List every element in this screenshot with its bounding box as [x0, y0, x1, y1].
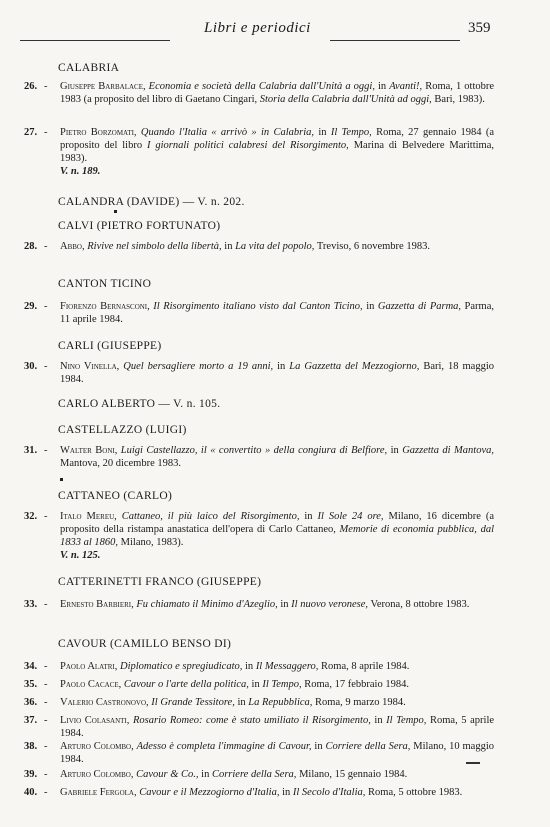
entry-journal: La Repubblica, [248, 697, 313, 708]
entry-in: in [362, 301, 378, 312]
entry-author: Walter Boni, [60, 445, 118, 456]
entry-cross-reference: V. n. 125. [60, 550, 101, 561]
entry-title: Quando l'Italia « arrivò » in Calabria, [140, 127, 315, 138]
running-header [0, 20, 550, 44]
entry-author: Pietro Borzomati, [60, 127, 137, 138]
entry-number: 33. [24, 599, 38, 610]
entry-details: Roma, 5 ottobre 1983. [365, 787, 463, 798]
entry-title: Cavour & Co., [136, 769, 199, 780]
entry-title-2: Memorie di economia pubblica, dal 1833 al 1860, [60, 524, 494, 548]
entry-author: Gabriele Fergola, [60, 787, 137, 798]
entry-dash: - [44, 787, 48, 798]
entry-34 [24, 660, 494, 673]
entry-details: Milano, 16 dicembre (a proposito della ristampa anastatica dell'opera di Carlo Cattaneo, [60, 511, 494, 535]
entry-number: 32. [24, 511, 38, 522]
entry-dash: - [44, 741, 48, 752]
entry-title-2: Storia della Calabria dall'Unità ad oggi, [259, 94, 432, 105]
entry-title: Fu chiamato il Minimo d'Azeglio, [136, 599, 278, 610]
entry-in: in [374, 81, 390, 92]
entry-title: Adesso è completa l'immagine di Cavour, [136, 741, 312, 752]
entry-journal: La Gazzetta del Mezzogiorno, [289, 361, 420, 372]
entry-author: Ernesto Barbieri, [60, 599, 134, 610]
entry-number: 40. [24, 787, 38, 798]
header-rule-left [20, 40, 170, 41]
entry-details: Roma, 17 febbraio 1984. [301, 679, 409, 690]
entry-32 [24, 510, 494, 562]
entry-journal: Il Tempo, [330, 127, 372, 138]
entry-number: 39. [24, 769, 38, 780]
entry-number: 34. [24, 661, 38, 672]
section-heading-cavour: CAVOUR (CAMILLO BENSO DI) [58, 638, 232, 650]
entry-in: in [242, 661, 256, 672]
ink-speck [114, 210, 117, 213]
entry-number: 35. [24, 679, 38, 690]
entry-number: 26. [24, 81, 38, 92]
entry-number: 28. [24, 241, 38, 252]
entry-author: Arturo Colombo, [60, 769, 134, 780]
entry-details: Roma, 8 aprile 1984. [318, 661, 410, 672]
section-heading-cattaneo: CATTANEO (CARLO) [58, 490, 173, 502]
entry-38 [24, 740, 494, 766]
entry-author: Valerio Castronovo, [60, 697, 149, 708]
entry-author: Italo Mereu, [60, 511, 117, 522]
entry-author: Abbo, [60, 241, 85, 252]
entry-title: Rosario Romeo: come è stato umiliato il Risorgimento, [132, 715, 371, 726]
page-number: 359 [468, 20, 491, 36]
entry-dash: - [44, 769, 48, 780]
entry-text [60, 126, 494, 178]
entry-dash: - [44, 697, 48, 708]
entry-journal: Avanti!, [389, 81, 423, 92]
section-heading-catterinetti: CATTERINETTI FRANCO (GIUSEPPE) [58, 576, 262, 588]
entry-author: Livio Colasanti, [60, 715, 130, 726]
entry-30 [24, 360, 494, 386]
entry-in: in [314, 127, 331, 138]
entry-author: Arturo Colombo, [60, 741, 134, 752]
entry-dash: - [44, 241, 48, 252]
entry-in: in [370, 715, 387, 726]
entry-journal: La vita del popolo, [235, 241, 315, 252]
entry-details: Verona, 8 ottobre 1983. [368, 599, 470, 610]
entry-dash: - [44, 679, 48, 690]
entry-number: 37. [24, 715, 38, 726]
entry-title: Diplomatico e spregiudicato, [120, 661, 243, 672]
entry-details: Milano, 10 maggio 1984. [60, 741, 494, 765]
entry-26 [24, 80, 494, 106]
entry-journal: Gazzetta di Mantova, [402, 445, 494, 456]
entry-details-2: Bari, 1983). [431, 94, 485, 105]
entry-text [60, 696, 494, 709]
entry-details-2: Milano, 1983). [118, 537, 184, 548]
entry-journal: Il Sole 24 ore, [317, 511, 384, 522]
entry-dash: - [44, 445, 48, 456]
entry-details: Treviso, 6 novembre 1983. [314, 241, 430, 252]
entry-title: Il Risorgimento italiano visto dal Canton Ticino, [153, 301, 363, 312]
entry-journal: Corriere della Sera, [211, 769, 297, 780]
entry-31 [24, 444, 494, 470]
entry-in: in [387, 445, 403, 456]
entry-text [60, 768, 494, 781]
entry-35 [24, 678, 494, 691]
ink-speck [60, 478, 63, 481]
entry-in: in [198, 769, 212, 780]
entry-in: in [299, 511, 318, 522]
entry-text [60, 660, 494, 673]
entry-journal: Il Tempo, [262, 679, 302, 690]
entry-dash: - [44, 361, 48, 372]
section-heading-carli: CARLI (GIUSEPPE) [58, 340, 162, 352]
entry-in: in [277, 599, 292, 610]
entry-text [60, 240, 494, 253]
entry-dash: - [44, 301, 48, 312]
ink-mark [466, 762, 480, 764]
entry-author: Nino Vinella, [60, 361, 120, 372]
entry-author: Giuseppe Barbalace, [60, 81, 146, 92]
entry-journal: Gazzetta di Parma, [377, 301, 462, 312]
entry-text [60, 786, 494, 799]
entry-details: Roma, 9 marzo 1984. [312, 697, 406, 708]
entry-title: Rivive nel simbolo della libertà, [87, 241, 222, 252]
entry-in: in [311, 741, 326, 752]
entry-journal: Il Secolo d'Italia, [292, 787, 366, 798]
entry-details: Roma, 5 aprile 1984. [60, 715, 495, 739]
entry-title: Luigi Castellazzo, il « convertito » della congiura di Belfiore, [120, 445, 388, 456]
entry-journal: Il Tempo, [386, 715, 427, 726]
entry-text [60, 444, 494, 470]
entry-in: in [273, 361, 290, 372]
entry-text [60, 360, 494, 386]
entry-36 [24, 696, 494, 709]
entry-author: Paolo Cacace, [60, 679, 122, 690]
entry-cross-reference: V. n. 189. [60, 166, 101, 177]
entry-37 [24, 714, 494, 740]
entry-in: in [221, 241, 236, 252]
entry-details: Roma, 1 ottobre 1983 (a proposito del libro di Gaetano Cingari, [60, 81, 495, 105]
entry-text [60, 510, 494, 562]
entry-author: Fiorenzo Bernasconi, [60, 301, 150, 312]
entry-text [60, 740, 494, 766]
entry-author: Paolo Alatri, [60, 661, 118, 672]
entry-number: 38. [24, 741, 38, 752]
entry-text [60, 678, 494, 691]
header-title: Libri e periodici [204, 20, 311, 36]
entry-number: 36. [24, 697, 38, 708]
entry-title: Cavour o l'arte della politica, [123, 679, 249, 690]
entry-dash: - [44, 599, 48, 610]
entry-journal: Corriere della Sera, [325, 741, 411, 752]
entry-33 [24, 598, 494, 611]
entry-details: Parma, 11 aprile 1984. [60, 301, 495, 325]
entry-number: 30. [24, 361, 38, 372]
entry-details: Bari, 18 maggio 1984. [60, 361, 495, 385]
section-heading-carlo-alberto: CARLO ALBERTO — V. n. 105. [58, 398, 221, 410]
section-heading-calandra: CALANDRA (DAVIDE) — V. n. 202. [58, 196, 245, 208]
entry-number: 29. [24, 301, 38, 312]
entry-journal: Il nuovo veronese, [291, 599, 369, 610]
entry-dash: - [44, 127, 48, 138]
section-heading-calabria: CALABRIA [58, 62, 120, 74]
entry-journal: Il Messaggero, [255, 661, 319, 672]
entry-text [60, 300, 494, 326]
entry-details-2: Marina di Belvedere Marittima, 1983). [60, 140, 495, 164]
entry-text [60, 598, 494, 611]
entry-dash: - [44, 715, 48, 726]
entry-title: Quel bersagliere morto a 19 anni, [123, 361, 274, 372]
entry-title: Il Grande Tessitore, [151, 697, 235, 708]
entry-details: Roma, 27 gennaio 1984 (a proposito del libro [60, 127, 495, 151]
entry-29 [24, 300, 494, 326]
entry-text [60, 80, 494, 106]
entry-details: Mantova, 20 dicembre 1983. [60, 458, 182, 469]
entry-number: 27. [24, 127, 38, 138]
section-heading-canton-ticino: CANTON TICINO [58, 278, 152, 290]
entry-title-2: I giornali politici calabresi del Risorgimento, [146, 140, 349, 151]
section-heading-castellazzo: CASTELLAZZO (LUIGI) [58, 424, 187, 436]
entry-title: Economia e società della Calabria dall'Unità a oggi, [148, 81, 375, 92]
entry-28 [24, 240, 494, 253]
entry-dash: - [44, 661, 48, 672]
entry-in: in [248, 679, 263, 690]
entry-text [60, 714, 494, 740]
entry-27 [24, 126, 494, 178]
entry-in: in [234, 697, 249, 708]
entry-39 [24, 768, 494, 781]
section-heading-calvi: CALVI (PIETRO FORTUNATO) [58, 220, 221, 232]
entry-40 [24, 786, 494, 799]
entry-title: Cavour e il Mezzogiorno d'Italia, [139, 787, 280, 798]
entry-title: Cattaneo, il più laico del Risorgimento, [121, 511, 300, 522]
entry-in: in [279, 787, 293, 798]
entry-dash: - [44, 81, 48, 92]
entry-number: 31. [24, 445, 38, 456]
entry-dash: - [44, 511, 48, 522]
header-rule-right [330, 40, 460, 41]
entry-details: Milano, 15 gennaio 1984. [296, 769, 408, 780]
